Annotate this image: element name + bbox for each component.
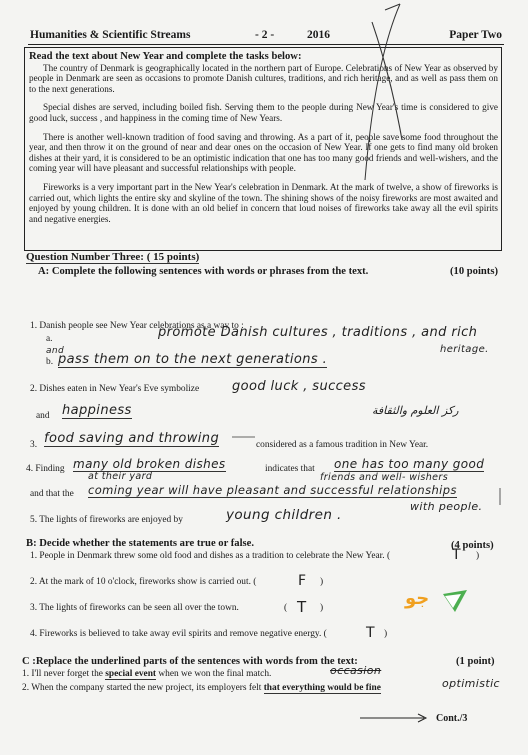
reading-passage-box — [24, 47, 502, 251]
statement-1-close: ) — [476, 551, 480, 561]
section-b-points: (4 points) — [451, 540, 494, 551]
sentence-c2 — [22, 683, 381, 693]
statement-2-close: ) — [320, 577, 324, 587]
answer-b2: F — [298, 573, 307, 589]
answer-b4: T — [366, 625, 375, 641]
answer-5: young children . — [226, 507, 342, 523]
answer-3: food saving and throwing — [44, 431, 220, 446]
question-three-title: Question Number Three: ( 15 points) — [26, 251, 200, 263]
site-logo — [403, 586, 469, 620]
sentence-1: 1. Danish people see New Year celebrations as a way to : — [30, 321, 244, 331]
subject-label: Humanities & Scientific Streams — [30, 29, 191, 41]
answer-4a-cont: at their yard — [88, 471, 153, 482]
answer-b1: T — [452, 547, 461, 563]
paragraph-1: The country of Denmark is geographically located in the northern part of Europe. Celebrations of New Year as observed by people in Denmark are seen as occasions to promote Danish cultures, traditions, and rich heritage, and as well as pass them on to the next generations. — [29, 62, 498, 94]
statement-4-close: ) — [384, 629, 388, 639]
statement-3-close: ) — [320, 603, 324, 613]
page-header — [30, 29, 502, 45]
paragraph-4: Fireworks is a very important part in the New Year's celebration in Denmark. At the mark of twelve, a show of fireworks is carried out, which lights the entire sky and skyline of the town. The shining shows of the noisy fireworks are most awaited and enjoyed by young children. It is done with an old belief in concern that loud noises of fireworks take away all the evil spirits and negative energies. — [29, 181, 498, 224]
answer-2b: happiness — [62, 403, 132, 418]
answer-1a: promote Danish cultures , traditions , and rich — [158, 325, 478, 340]
answer-4b-cont: friends and well- wishers — [320, 472, 449, 483]
answer-1b-and: and — [46, 346, 65, 356]
page-number: - 2 - — [255, 29, 275, 41]
section-c-points: (1 point) — [456, 656, 495, 667]
section-b-title: B: Decide whether the statements are true or false. — [26, 538, 254, 549]
sentence-c1 — [22, 669, 271, 679]
sentence-c2-start: 2. When the company started the new project, its employers felt — [22, 683, 262, 693]
reading-instruction: Read the text about New Year and complete the tasks below: — [29, 51, 302, 62]
answer-1a-cont: heritage. — [440, 344, 489, 355]
answer-b3: T — [297, 598, 307, 616]
continue-label: Cont./3 — [436, 713, 468, 724]
statement-1: 1. People in Denmark threw some old food and dishes as a tradition to celebrate the New Year. ( — [30, 551, 391, 561]
sentence-c1-start: 1. I'll never forget the — [22, 669, 103, 679]
arabic-note: ركز العلوم والثقافة — [372, 404, 459, 417]
sentence-5: 5. The lights of fireworks are enjoyed by — [30, 515, 183, 525]
sentence-c1-end: when we won the final match. — [158, 669, 272, 679]
sentence-2: 2. Dishes eaten in New Year's Eve symbolize — [30, 384, 200, 394]
answer-4b: one has too many good — [334, 457, 485, 471]
sentence-1a-label: a. — [46, 334, 53, 344]
sentence-1b-label: b. — [46, 357, 54, 367]
answer-4c: coming year will have pleasant and successful relationships — [88, 483, 457, 497]
logo-text: جو — [405, 588, 430, 609]
sentence-3: considered as a famous tradition in New Year. — [256, 440, 429, 450]
sentence-4-mid: indicates that — [265, 464, 315, 474]
sentence-2-and: and — [36, 411, 50, 421]
answer-4a: many old broken dishes — [73, 457, 226, 471]
statement-4: 4. Fireworks is believed to take away evil spirits and remove negative energy. ( — [30, 629, 327, 639]
answer-2: good luck , success — [232, 379, 366, 394]
answer-c1: occasion — [330, 664, 382, 677]
statement-2: 2. At the mark of 10 o'clock, fireworks show is carried out. ( — [30, 577, 257, 587]
answer-c2: optimistic — [442, 677, 501, 690]
paragraph-3: There is another well-known tradition of food saving and throwing. As a part of it, people save some food throughout the year, and then throw it on the ground of near and dear ones on the occasion of New Year. If one gets to find many old broken dishes at their yard, it is considered to be an optimistic indication that one has too many good friends and well-wishers, and the coming year will have pleasant and successful relationships with people. — [29, 131, 498, 174]
section-c-title: C :Replace the underlined parts of the sentences with words from the text: — [22, 656, 358, 667]
paper-label: Paper Two — [449, 29, 502, 41]
sentence-3-num: 3. — [30, 440, 38, 450]
answer-4c-cont: with people. — [410, 500, 483, 513]
sentence-c1-underlined: special event — [105, 669, 157, 679]
paragraph-2: Special dishes are served, including boiled fish. Serving them to the people during New Year's time is considered to give good luck, success , and happiness in the coming time of New Years. — [29, 102, 498, 123]
statement-3-open: ( — [284, 603, 288, 613]
header-rule — [28, 44, 504, 45]
exam-year: 2016 — [307, 29, 330, 41]
statement-3: 3. The lights of fireworks can be seen all over the town. — [30, 603, 239, 613]
section-a-title: A: Complete the following sentences with words or phrases from the text. — [38, 266, 369, 277]
sentence-c2-underlined: that everything would be fine — [263, 683, 381, 693]
section-a-points: (10 points) — [450, 266, 498, 277]
sentence-4-that: and that the — [30, 489, 74, 499]
answer-1b: pass them on to the next generations . — [58, 352, 328, 367]
sentence-4: 4. Finding — [26, 464, 65, 474]
